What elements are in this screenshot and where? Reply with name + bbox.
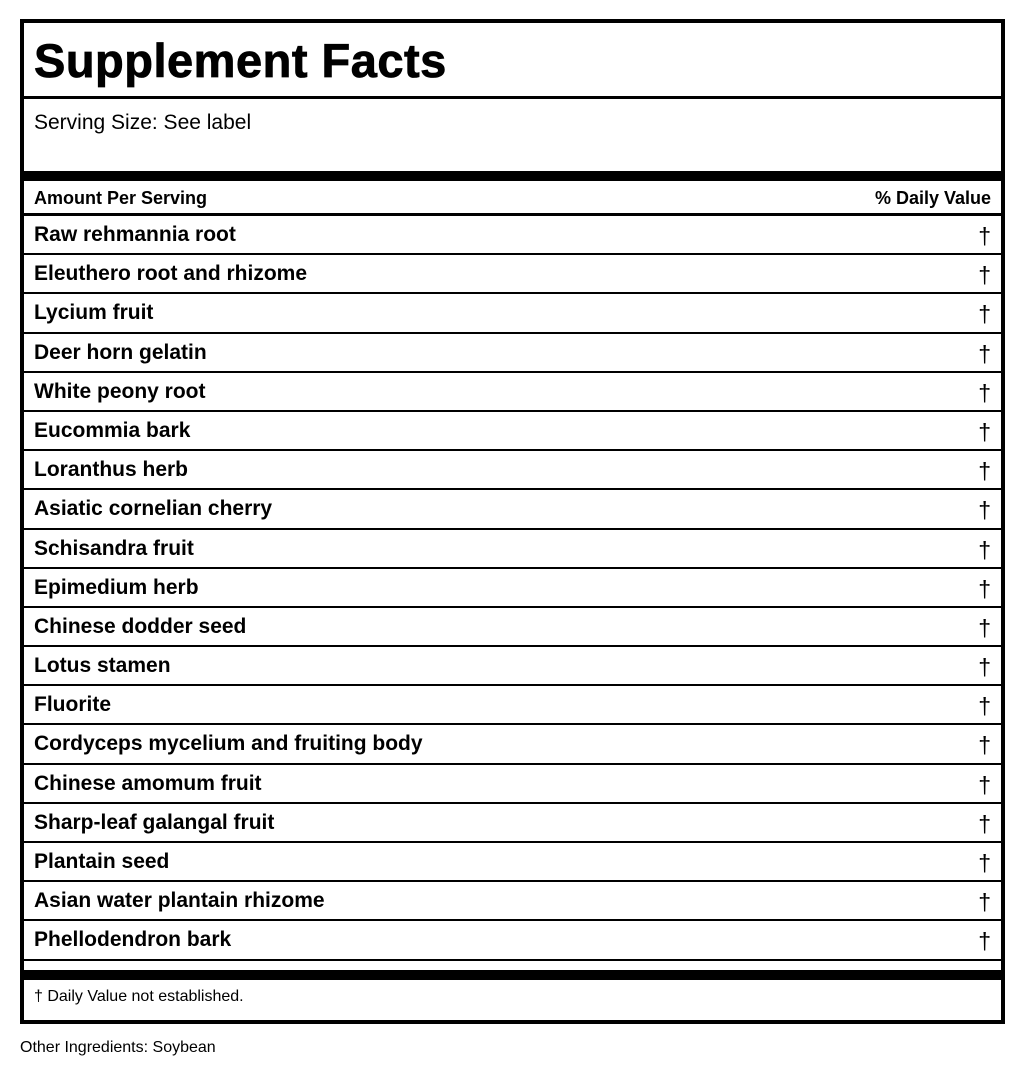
daily-value-header: % Daily Value <box>874 188 991 208</box>
ingredient-row <box>24 647 1001 686</box>
ingredient-name: Lotus stamen <box>34 654 171 678</box>
ingredient-row <box>24 490 1001 529</box>
daily-value-dagger: † <box>978 850 991 876</box>
title-bar <box>24 23 1001 99</box>
daily-value-dagger: † <box>978 654 991 681</box>
ingredient-row <box>24 804 1001 843</box>
ingredient-name: Epimedium herb <box>34 575 199 599</box>
ingredient-name: Eucommia bark <box>34 418 191 442</box>
ingredient-name: Fluorite <box>34 693 111 717</box>
ingredient-row <box>24 451 1001 490</box>
supplement-facts-panel <box>20 19 1005 1024</box>
ingredient-name: Eleuthero root and rhizome <box>34 262 308 286</box>
daily-value-dagger: † <box>978 928 991 955</box>
ingredient-row <box>24 530 1001 569</box>
ingredient-row <box>24 686 1001 725</box>
ingredient-name: Lycium fruit <box>34 301 154 325</box>
ingredient-row <box>24 255 1001 294</box>
ingredient-name: Phellodendron bark <box>34 928 232 952</box>
ingredient-name: Plantain seed <box>34 850 170 873</box>
column-header-row <box>24 181 1001 216</box>
daily-value-dagger: † <box>978 497 991 524</box>
daily-value-dagger: † <box>978 810 991 837</box>
ingredient-row <box>24 765 1001 804</box>
amount-per-serving-header: Amount Per Serving <box>34 188 208 208</box>
ingredient-list <box>24 216 1001 961</box>
daily-value-dagger: † <box>978 889 991 916</box>
serving-size-section <box>24 99 1001 171</box>
daily-value-dagger: † <box>978 301 991 328</box>
ingredient-row <box>24 373 1001 412</box>
spacer-row <box>24 961 1001 970</box>
daily-value-dagger: † <box>978 418 991 445</box>
daily-value-dagger: † <box>978 458 991 485</box>
ingredient-name: Chinese amomum fruit <box>34 771 262 795</box>
daily-value-dagger: † <box>978 536 991 563</box>
ingredient-name: Asiatic cornelian cherry <box>34 497 273 521</box>
other-ingredients: Other Ingredients: Soybean <box>20 1039 216 1056</box>
daily-value-dagger: † <box>978 771 991 798</box>
ingredient-name: Sharp-leaf galangal fruit <box>34 810 275 834</box>
daily-value-dagger: † <box>978 693 991 720</box>
ingredient-row <box>24 725 1001 764</box>
daily-value-dagger: † <box>978 379 991 406</box>
daily-value-dagger: † <box>978 614 991 641</box>
serving-size: Serving Size: See label <box>34 111 252 134</box>
thick-divider-bottom <box>24 970 1001 980</box>
ingredient-name: Raw rehmannia root <box>34 223 236 246</box>
ingredient-row <box>24 334 1001 373</box>
thick-divider-top <box>24 171 1001 181</box>
daily-value-dagger: † <box>978 732 991 759</box>
ingredient-name: Cordyceps mycelium and fruiting body <box>34 732 423 756</box>
daily-value-dagger: † <box>978 340 991 367</box>
ingredient-name: Chinese dodder seed <box>34 614 247 638</box>
ingredient-name: White peony root <box>34 379 206 403</box>
daily-value-dagger: † <box>978 223 991 249</box>
ingredient-row <box>24 294 1001 333</box>
ingredient-row <box>24 412 1001 451</box>
ingredient-name: Asian water plantain rhizome <box>34 889 325 913</box>
ingredient-row <box>24 608 1001 647</box>
footnote: † Daily Value not established. <box>34 987 244 1005</box>
ingredient-row <box>24 921 1001 960</box>
ingredient-name: Schisandra fruit <box>34 536 194 560</box>
ingredient-row <box>24 216 1001 255</box>
footnote-section <box>24 980 1001 1020</box>
daily-value-dagger: † <box>978 575 991 602</box>
panel-title: Supplement Facts <box>34 34 447 87</box>
ingredient-row <box>24 882 1001 921</box>
ingredient-row <box>24 843 1001 882</box>
ingredient-name: Deer horn gelatin <box>34 340 207 364</box>
ingredient-row <box>24 569 1001 608</box>
daily-value-dagger: † <box>978 262 991 289</box>
ingredient-name: Loranthus herb <box>34 458 189 482</box>
